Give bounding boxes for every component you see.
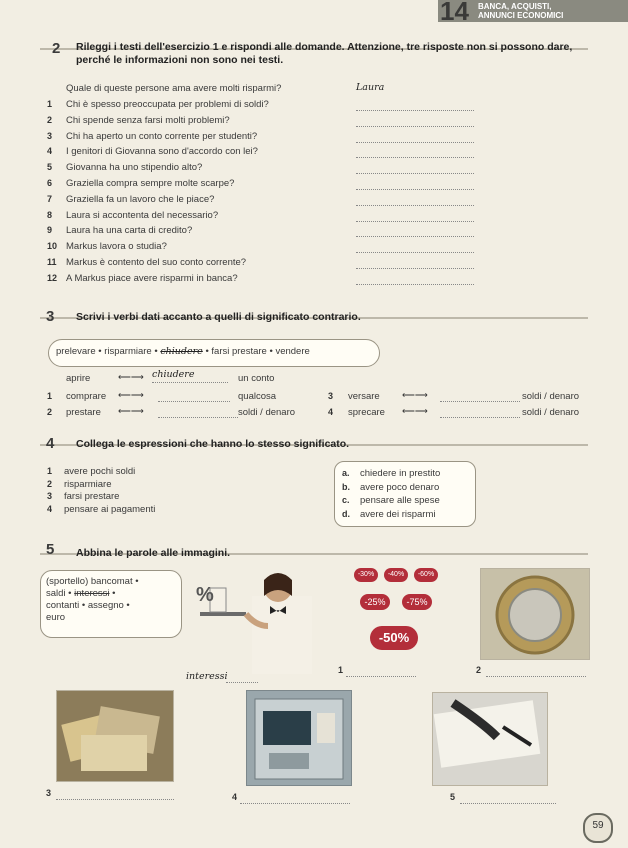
banknotes-image [56,690,174,782]
question-number: 9 [47,225,53,236]
word-box-words: • farsi prestare • vendere [205,346,310,357]
answer-line[interactable] [486,666,586,677]
match-right-item[interactable]: pensare alle spese [360,495,440,506]
double-arrow-icon: ⟵⟶ [118,372,144,382]
verb-object: soldi / denaro [238,407,296,418]
exercise-instruction: Abbina le parole alle immagini. [76,547,231,559]
item-number: 2 [47,407,53,417]
match-left-item[interactable]: avere pochi soldi [64,466,136,477]
item-letter: b. [342,481,350,492]
answer-line[interactable] [356,211,474,222]
question-number: 4 [47,146,53,157]
instruction-line: Rileggi i testi dell'esercizio 1 e rispondi alle domande. Attenzione, tre risposte non si possono dare, [76,41,573,53]
item-number: 3 [328,391,334,401]
item-letter: d. [342,508,350,519]
answer-line [226,672,258,683]
instruction-line: perché le informazioni non sono nei testi. [76,54,284,66]
atm-icon [247,691,351,785]
double-arrow-icon: ⟵⟶ [402,406,428,416]
question-number: 7 [47,193,53,204]
banknotes-icon [57,691,173,781]
verb: versare [348,391,380,402]
word-box-words: saldi • [46,588,72,599]
sale-tag: -60% [414,568,438,582]
verb-example: aprire [66,373,91,384]
answer-line[interactable] [356,147,474,158]
answer-line[interactable] [56,789,174,800]
question-text: Chi spende senza farsi molti problemi? [66,114,230,126]
page-number: 59 [592,820,604,831]
word-box-line: (sportello) bancomat • [46,576,139,587]
exercise-number: 2 [52,40,61,57]
double-arrow-icon: ⟵⟶ [118,406,144,416]
match-left-item[interactable]: farsi prestare [64,491,120,502]
verb: prestare [66,407,101,418]
example-answer: chiudere [152,369,195,380]
word-box-text [56,346,310,357]
answer-line[interactable] [356,100,474,111]
waiter-illustration [186,566,316,674]
exercise-number: 3 [46,308,55,325]
sale-tag: -40% [384,568,408,582]
answer-line[interactable] [356,258,474,269]
question-number: 1 [47,99,53,109]
match-right-item[interactable]: chiedere in prestito [360,468,441,479]
sale-tags-image [340,566,450,658]
cheque-image [432,692,548,786]
answer-line[interactable] [356,226,474,237]
match-right-item[interactable]: avere dei risparmi [360,508,436,520]
answer-line[interactable] [346,666,416,677]
example-question: Quale di queste persone ama avere molti risparmi? [66,83,282,94]
exercise-instruction: Scrivi i verbi dati accanto a quelli di significato contrario. [76,311,361,323]
answer-line[interactable] [440,391,520,402]
image-label: 3 [46,788,52,798]
match-left-item[interactable]: pensare ai pagamenti [64,503,156,515]
word-struck: chiudere [160,346,203,357]
chapter-number: 14 [440,0,469,26]
question-text: Graziella compra sempre molte scarpe? [66,178,235,189]
example-answer: interessi [186,671,228,682]
chapter-title [478,2,563,20]
word-box-line: euro [46,612,66,623]
euro-coin-image [480,568,590,660]
item-number: 4 [328,407,334,417]
waiter-image [186,566,316,674]
verb-object: soldi / denaro [522,407,580,418]
sale-tag: -50% [370,626,418,650]
question-number: 10 [47,241,58,252]
answer-line[interactable] [158,391,230,402]
cheque-icon [433,693,547,785]
image-label: 2 [476,665,482,675]
double-arrow-icon: ⟵⟶ [402,390,428,400]
question-text: Giovanna ha uno stipendio alto? [66,162,203,174]
question-text: Markus lavora o studia? [66,241,167,253]
item-letter: a. [342,468,350,478]
image-label: 1 [338,665,344,675]
answer-line[interactable] [356,179,474,190]
match-left-item[interactable]: risparmiare [64,478,112,490]
sale-tag: -75% [402,594,432,610]
word-box-line: contanti • assegno • [46,600,130,611]
question-text: Chi ha aperto un conto corrente per studenti? [66,130,258,142]
item-letter: c. [342,495,350,505]
verb: comprare [66,391,107,402]
answer-line[interactable] [356,195,474,206]
example-answer: Laura [356,82,385,93]
image-label: 4 [232,792,238,802]
word-box-text [46,576,139,624]
answer-line[interactable] [356,116,474,127]
item-number: 3 [47,491,53,501]
question-number: 8 [47,209,53,220]
match-right-item[interactable]: avere poco denaro [360,481,440,493]
question-text: I genitori di Giovanna sono d'accordo con lei? [66,146,258,158]
answer-line[interactable] [158,407,238,418]
euro-coin-icon [481,569,589,659]
word-box-words: prelevare • risparmiare • [56,346,158,357]
atm-image [246,690,352,786]
word-box-line [46,588,139,600]
question-number: 12 [47,272,58,283]
verb-object: soldi / denaro [522,391,580,402]
question-text: Laura ha una carta di credito? [66,225,193,237]
question-text: Markus è contento del suo conto corrente? [66,257,247,268]
item-number: 2 [47,478,53,489]
double-arrow-icon: ⟵⟶ [118,390,144,400]
item-number: 4 [47,503,53,514]
verb-object: un conto [238,373,275,384]
answer-line[interactable] [356,163,474,174]
sale-tag: -30% [354,568,378,582]
question-text: A Markus piace avere risparmi in banca? [66,272,238,284]
sale-tag: -25% [360,594,390,610]
chapter-title-line1: BANCA, ACQUISTI, [478,2,552,11]
answer-line[interactable] [356,274,474,285]
question-number: 3 [47,130,53,141]
answer-line [152,372,228,383]
waiter-sign: % [196,584,214,606]
exercise-number: 5 [46,541,55,558]
answer-line[interactable] [440,407,520,418]
question-text: Chi è spesso preoccupata per problemi di soldi? [66,99,269,110]
item-number: 1 [47,391,53,401]
question-number: 6 [47,178,53,188]
answer-line[interactable] [356,132,474,143]
exercise-instruction: Collega le espressioni che hanno lo stesso significato. [76,438,350,450]
answer-line[interactable] [356,242,474,253]
word-box-words: • [112,588,116,599]
question-text: Laura si accontenta del necessario? [66,209,219,221]
chapter-title-line2: ANNUNCI ECONOMICI [478,11,564,20]
question-number: 2 [47,114,53,125]
verb: sprecare [348,407,385,418]
exercise-instruction [76,41,596,67]
question-number: 11 [47,257,57,267]
question-text: Graziella fa un lavoro che le piace? [66,193,215,205]
question-number: 5 [47,162,53,173]
word-struck: interessi [74,588,110,599]
image-label: 5 [450,792,456,802]
verb-object: qualcosa [238,391,277,402]
answer-line[interactable] [460,793,556,804]
exercise-number: 4 [46,435,55,452]
answer-line[interactable] [240,793,350,804]
item-number: 1 [47,466,53,476]
